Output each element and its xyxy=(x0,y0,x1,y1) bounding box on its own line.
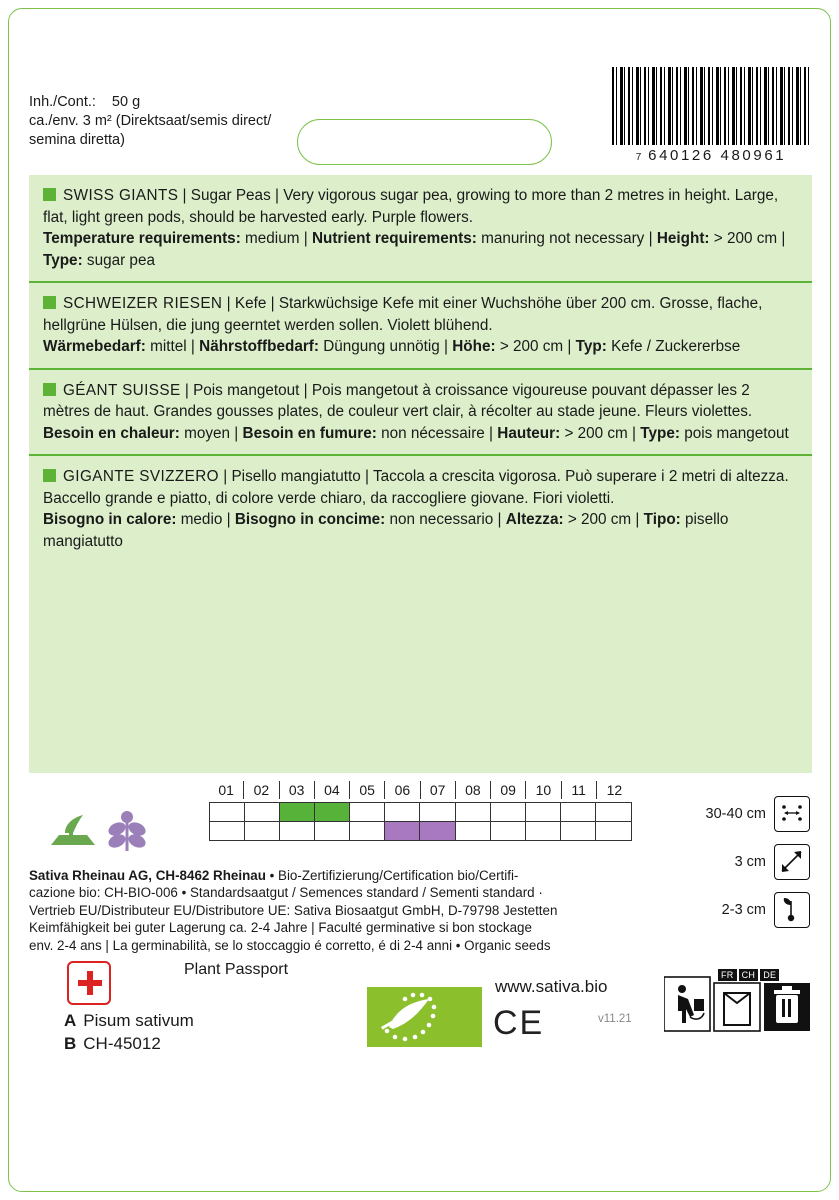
passport-b-value: CH-45012 xyxy=(83,1034,161,1053)
spec-value-type-fr: pois mangetout xyxy=(684,424,789,442)
spec-label-type-it: Tipo: xyxy=(643,511,681,528)
row-distance-icon xyxy=(774,796,810,832)
barcode-digits: 640126 480961 xyxy=(648,147,787,164)
spacing-row-germination xyxy=(660,889,810,931)
spec-value-type-en: sugar pea xyxy=(86,251,155,269)
barcode-number xyxy=(612,147,810,164)
disposal-icons xyxy=(664,969,810,1035)
bullet-square-icon xyxy=(43,188,56,201)
spec-label-height-de: Höhe: xyxy=(452,338,496,355)
spec-value-temp-de: mittel xyxy=(150,338,187,355)
packet-header xyxy=(9,9,830,169)
sowing-harvest-calendar xyxy=(209,781,632,841)
spec-value-height-fr: > 200 cm xyxy=(564,424,628,442)
month-08: 08 xyxy=(456,781,491,799)
month-06: 06 xyxy=(385,781,420,799)
spacing-row-distance xyxy=(660,793,810,835)
variety-text-de: Starkwüchsige Kefe mit einer Wuchshöhe über 200 cm. Grosse, flache, hellgrüne Hülsen, die jung geerntet werden sollen. Violett blühend. xyxy=(43,295,763,334)
variety-name-it: GIGANTE SVIZZERO xyxy=(63,468,219,485)
month-05: 05 xyxy=(350,781,385,799)
spec-value-nutrient-en: manuring not necessary xyxy=(481,230,645,247)
spec-label-type-fr: Type: xyxy=(640,424,680,442)
bullet-square-icon xyxy=(43,383,56,396)
content-label: Inh./Cont.: xyxy=(29,94,96,110)
variety-text-fr: Pois mangetout à croissance vigoureuse pouvant dépasser les 2 mètres de haut. Grandes gousses plates, de couleur vert clair, à récolter au stade jeune. Fleurs violettes. xyxy=(43,381,753,420)
bullet-square-icon xyxy=(43,469,56,482)
variety-text-en: Very vigorous sugar pea, growing to more than 2 metres in height. Large, flat, light green pods, should be harvested early. Purple flowers. xyxy=(43,187,779,226)
spec-value-type-de: Kefe / Zuckererbse xyxy=(611,338,741,355)
trash-bin-icon xyxy=(764,983,810,1031)
specs-fr: Besoin en chaleur: moyen | Besoin en fumure: non nécessaire | Hauteur: > 200 cm | Type: pois mangetout xyxy=(43,424,789,442)
cultivation-pictograms xyxy=(43,805,183,857)
spec-value-nutrient-it: non necessario xyxy=(389,511,494,528)
row-spacing-value: 30-40 cm xyxy=(705,806,766,822)
calendar-grid xyxy=(209,802,632,841)
legal-line-5: env. 2-4 ans | La germinabilità, se lo stoccaggio é corretto, é di 2-4 anni • Organic seeds xyxy=(29,937,551,953)
content-info xyxy=(29,93,271,150)
month-12: 12 xyxy=(606,782,623,798)
spec-value-temp-en: medium xyxy=(245,230,300,247)
month-11: 11 xyxy=(562,781,597,799)
description-block-de: SCHWEIZER RIESEN | Kefe | Starkwüchsige Kefe mit einer Wuchshöhe über 200 cm. Grosse, flache, hellgrüne Hülsen, die jung geerntet werden sollen. Violett blühend. Wärmebedarf: mittel | Nährstoffbedarf: Düngung unnötig | Höhe: > 200 cm | Typ: Kefe / Zuckererbse xyxy=(29,281,812,368)
calendar-row-harvest xyxy=(210,821,631,840)
plant-passport-details xyxy=(64,1009,194,1055)
country-flag-labels xyxy=(718,969,779,981)
variety-type-en: Sugar Peas xyxy=(190,187,271,204)
month-04: 04 xyxy=(315,781,350,799)
variety-name-fr: GÉANT SUISSE xyxy=(63,381,181,399)
coverage-line-2: semina diretta) xyxy=(29,132,125,148)
spec-label-temp-it: Bisogno in calore: xyxy=(43,511,177,528)
company-name: Sativa Rheinau AG, CH-8462 Rheinau xyxy=(29,868,266,883)
legal-line-4: Keimfähigkeit bei guter Lagerung ca. 2-4 Jahre | Faculté germinative si bon stockage xyxy=(29,920,532,936)
purple-flower-plant-icon xyxy=(106,811,147,851)
spacing-row-depth xyxy=(660,841,810,883)
spec-value-height-de: > 200 cm xyxy=(499,338,564,355)
month-10: 10 xyxy=(526,781,561,799)
spec-value-height-en: > 200 cm xyxy=(713,230,778,247)
bullet-square-icon xyxy=(43,296,56,309)
month-07: 07 xyxy=(421,781,456,799)
variety-type-de: Kefe xyxy=(234,295,267,312)
passport-a-label: A xyxy=(64,1011,77,1030)
spec-value-type-it: pisello mangiatutto xyxy=(43,511,729,550)
spec-label-type-en: Type: xyxy=(43,251,83,269)
spec-value-height-it: > 200 cm xyxy=(567,511,632,528)
description-block-fr: GÉANT SUISSE | Pois mangetout | Pois mangetout à croissance vigoureuse pouvant dépasser les 2 mètres de haut. Grandes gousses plates, de couleur vert clair, à récolter au stade jeune. Fleurs violettes. Besoin en chaleur: moyen | Besoin en fumure: non nécessaire | Hauteur: > 200 cm | Type: pois mangetout xyxy=(29,368,812,455)
flag-ch: CH xyxy=(739,969,759,981)
direct-sowing-icon xyxy=(51,815,95,845)
pictogram-group xyxy=(43,805,183,857)
coverage-line-1: ca./env. 3 m² (Direktsaat/semis direct/ xyxy=(29,113,272,129)
specs-de: Wärmebedarf: mittel | Nährstoffbedarf: Düngung unnötig | Höhe: > 200 cm | Typ: Kefe / Zuckererbse xyxy=(43,338,741,355)
bin-icon xyxy=(714,983,760,1031)
variety-text-it: Taccola a crescita vigorosa. Può superare i 2 metri di altezza. Baccello grande e piatto, di colore verde chiaro, da raccogliere giovane. Fiori violetti. xyxy=(43,468,789,507)
description-panel xyxy=(29,175,812,773)
spec-value-temp-fr: moyen xyxy=(184,424,231,442)
calendar-row-sowing xyxy=(210,803,631,821)
specs-en: Temperature requirements: medium | Nutrient requirements: manuring not necessary | Height: > 200 cm | Type: sugar pea xyxy=(43,230,786,269)
sowing-depth-value: 3 cm xyxy=(734,854,766,870)
variety-name-en: SWISS GIANTS xyxy=(63,187,179,204)
spec-label-nutrient-en: Nutrient requirements: xyxy=(311,230,477,247)
spec-label-type-de: Typ: xyxy=(575,338,607,355)
do-not-litter-icon xyxy=(664,977,710,1031)
seed-packet-back xyxy=(8,8,831,1192)
passport-a-value: Pisum sativum xyxy=(83,1011,194,1030)
spec-label-temp-de: Wärmebedarf: xyxy=(43,338,146,355)
spec-value-nutrient-fr: non nécessaire xyxy=(381,424,485,442)
barcode-icon xyxy=(612,67,810,145)
spec-label-nutrient-it: Bisogno in concime: xyxy=(234,511,386,528)
spec-label-height-en: Height: xyxy=(656,230,710,247)
variety-type-fr: Pois mangetout xyxy=(193,381,300,399)
spec-label-height-it: Altezza: xyxy=(505,511,564,528)
spec-label-nutrient-de: Nährstoffbedarf: xyxy=(199,338,319,355)
calendar-month-headers xyxy=(209,781,632,802)
month-09: 09 xyxy=(491,781,526,799)
eu-organic-leaf-icon xyxy=(367,987,482,1047)
description-block-it: GIGANTE SVIZZERO | Pisello mangiatutto | Taccola a crescita vigorosa. Può superare i 2 metri di altezza. Baccello grande e piatto, di colore verde chiaro, da raccogliere giovane. Fiori violetti. Bisogno in calore: medio | Bisogno in concime: non necessario | Altezza: > 200 cm | Tipo: pisello mangiatutto xyxy=(29,454,812,562)
passport-b-label: B xyxy=(64,1034,77,1053)
website-url[interactable]: www.sativa.bio xyxy=(495,977,608,996)
spec-label-temp-fr: Besoin en chaleur: xyxy=(43,424,180,442)
legal-line-1-rest: • Bio-Zertifizierung/Certification bio/Certifi- xyxy=(265,868,519,883)
spec-value-temp-it: medio xyxy=(180,511,223,528)
spacing-info xyxy=(660,793,810,937)
version-label: v11.21 xyxy=(598,1013,632,1025)
germination-icon xyxy=(774,892,810,928)
barcode-area xyxy=(612,67,810,164)
legal-line-3: Vertrieb EU/Distributeur EU/Distributore UE: Sativa Biosaatgut GmbH, D-79798 Jestetten xyxy=(29,902,558,918)
plant-passport-title: Plant Passport xyxy=(184,961,289,978)
description-block-en: SWISS GIANTS | Sugar Peas | Very vigorous sugar pea, growing to more than 2 metres in height. Large, flat, light green pods, should be harvested early. Purple flowers. Temperature requirements: medium | Nutrient requirements: manuring not necessary | Height: > 200 cm | Type: sugar pea xyxy=(29,175,812,281)
ce-mark: CE xyxy=(493,1004,545,1042)
barcode-lead-digit: 7 xyxy=(635,152,642,163)
specs-it: Bisogno in calore: medio | Bisogno in concime: non necessario | Altezza: > 200 cm | Tipo: pisello mangiatutto xyxy=(43,511,729,550)
legal-line-2: cazione bio: CH-BIO-006 • Standardsaatgut / Semences standard / Sementi standard · xyxy=(29,885,543,901)
spec-label-temp-en: Temperature requirements: xyxy=(43,230,241,247)
germination-value: 2-3 cm xyxy=(721,902,766,918)
month-03: 03 xyxy=(280,781,315,799)
month-02: 02 xyxy=(244,781,279,799)
variety-name-de: SCHWEIZER RIESEN xyxy=(63,295,223,312)
depth-arrow-icon xyxy=(774,844,810,880)
spec-label-height-fr: Hauteur: xyxy=(497,424,561,442)
writable-oval-field xyxy=(297,119,552,165)
flag-fr: FR xyxy=(718,969,737,981)
variety-type-it: Pisello mangiatutto xyxy=(231,468,361,485)
flag-de: DE xyxy=(760,969,779,981)
spec-value-nutrient-de: Düngung unnötig xyxy=(323,338,440,355)
swiss-flag-icon xyxy=(67,961,111,1005)
month-01: 01 xyxy=(209,781,244,799)
spec-label-nutrient-fr: Besoin en fumure: xyxy=(242,424,377,442)
content-amount: 50 g xyxy=(111,94,141,110)
legal-text xyxy=(29,867,649,954)
